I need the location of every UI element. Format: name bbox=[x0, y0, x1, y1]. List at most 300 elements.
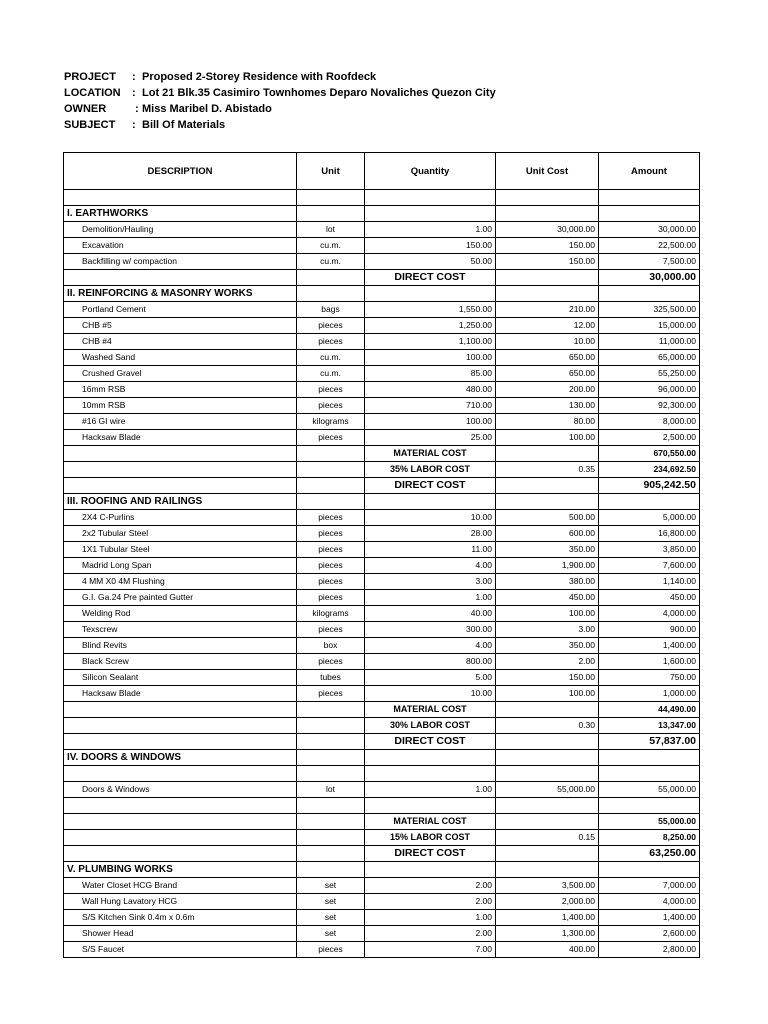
item-unit: pieces bbox=[297, 590, 365, 606]
item-quantity: 2.00 bbox=[365, 926, 496, 942]
item-unit: pieces bbox=[297, 526, 365, 542]
empty-cell bbox=[64, 462, 297, 478]
table-row bbox=[64, 366, 700, 382]
item-quantity: 3.00 bbox=[365, 574, 496, 590]
item-amount: 750.00 bbox=[599, 670, 700, 686]
item-unit-cost: 2.00 bbox=[496, 654, 599, 670]
header-colon: : bbox=[132, 87, 136, 99]
table-row bbox=[64, 590, 700, 606]
item-unit: set bbox=[297, 894, 365, 910]
item-amount: 1,140.00 bbox=[599, 574, 700, 590]
item-unit: set bbox=[297, 926, 365, 942]
table-row bbox=[64, 638, 700, 654]
item-amount: 16,800.00 bbox=[599, 526, 700, 542]
item-amount: 2,800.00 bbox=[599, 942, 700, 958]
item-unit: pieces bbox=[297, 398, 365, 414]
summary-amount: 8,250.00 bbox=[599, 830, 700, 846]
table-row bbox=[64, 686, 700, 702]
item-unit-cost: 10.00 bbox=[496, 334, 599, 350]
item-quantity: 1,250.00 bbox=[365, 318, 496, 334]
section-heading-row bbox=[64, 206, 700, 222]
item-amount: 3,850.00 bbox=[599, 542, 700, 558]
item-quantity: 1.00 bbox=[365, 222, 496, 238]
item-description: Silicon Sealant bbox=[64, 670, 297, 686]
item-amount: 96,000.00 bbox=[599, 382, 700, 398]
item-amount: 1,600.00 bbox=[599, 654, 700, 670]
table-row bbox=[64, 382, 700, 398]
item-amount: 1,400.00 bbox=[599, 638, 700, 654]
item-description: S/S Kitchen Sink 0.4m x 0.6m bbox=[64, 910, 297, 926]
summary-amount: 670,550.00 bbox=[599, 446, 700, 462]
table-row bbox=[64, 558, 700, 574]
table-row bbox=[64, 510, 700, 526]
item-description: Backfilling w/ compaction bbox=[64, 254, 297, 270]
column-header-unit: Unit bbox=[297, 153, 365, 190]
blank-row bbox=[64, 190, 700, 206]
empty-cell bbox=[365, 862, 496, 878]
item-description: 16mm RSB bbox=[64, 382, 297, 398]
item-amount: 2,500.00 bbox=[599, 430, 700, 446]
summary-label: 30% LABOR COST bbox=[365, 718, 496, 734]
empty-cell bbox=[64, 830, 297, 846]
item-unit-cost: 3,500.00 bbox=[496, 878, 599, 894]
table-row bbox=[64, 654, 700, 670]
empty-cell bbox=[297, 190, 365, 206]
item-unit: kilograms bbox=[297, 414, 365, 430]
summary-factor bbox=[496, 446, 599, 462]
item-unit: tubes bbox=[297, 670, 365, 686]
item-unit-cost: 150.00 bbox=[496, 238, 599, 254]
table-row bbox=[64, 526, 700, 542]
header-row-owner bbox=[64, 101, 496, 117]
empty-cell bbox=[365, 766, 496, 782]
item-unit: pieces bbox=[297, 686, 365, 702]
header-key: PROJECT bbox=[64, 71, 116, 83]
item-quantity: 10.00 bbox=[365, 686, 496, 702]
table-row bbox=[64, 398, 700, 414]
empty-cell bbox=[297, 462, 365, 478]
item-unit-cost: 200.00 bbox=[496, 382, 599, 398]
summary-factor bbox=[496, 702, 599, 718]
item-unit-cost: 650.00 bbox=[496, 350, 599, 366]
summary-factor: 0.15 bbox=[496, 830, 599, 846]
item-unit-cost: 80.00 bbox=[496, 414, 599, 430]
item-unit-cost: 650.00 bbox=[496, 366, 599, 382]
item-unit: pieces bbox=[297, 318, 365, 334]
section-heading-row bbox=[64, 750, 700, 766]
item-description: G.I. Ga.24 Pre painted Gutter bbox=[64, 590, 297, 606]
item-unit-cost: 55,000.00 bbox=[496, 782, 599, 798]
empty-cell bbox=[64, 270, 297, 286]
item-unit: pieces bbox=[297, 334, 365, 350]
empty-cell bbox=[297, 734, 365, 750]
blank-row bbox=[64, 766, 700, 782]
item-description: Blind Revits bbox=[64, 638, 297, 654]
item-amount: 7,000.00 bbox=[599, 878, 700, 894]
empty-cell bbox=[297, 702, 365, 718]
item-quantity: 100.00 bbox=[365, 414, 496, 430]
item-amount: 450.00 bbox=[599, 590, 700, 606]
header-key: LOCATION bbox=[64, 87, 121, 99]
item-unit-cost: 350.00 bbox=[496, 638, 599, 654]
item-quantity: 40.00 bbox=[365, 606, 496, 622]
empty-cell bbox=[297, 494, 365, 510]
header-key: SUBJECT bbox=[64, 119, 116, 131]
header-row-project bbox=[64, 69, 496, 85]
table-row bbox=[64, 878, 700, 894]
header-value: Lot 21 Blk.35 Casimiro Townhomes Deparo Novaliches Quezon City bbox=[142, 87, 496, 99]
table-row bbox=[64, 894, 700, 910]
summary-factor bbox=[496, 846, 599, 862]
empty-cell bbox=[297, 446, 365, 462]
empty-cell bbox=[496, 798, 599, 814]
item-description: 2x2 Tubular Steel bbox=[64, 526, 297, 542]
item-unit: pieces bbox=[297, 654, 365, 670]
summary-row bbox=[64, 734, 700, 750]
summary-amount: 57,837.00 bbox=[599, 734, 700, 750]
section-title: I. EARTHWORKS bbox=[64, 206, 297, 222]
item-description: S/S Faucet bbox=[64, 942, 297, 958]
summary-label: MATERIAL COST bbox=[365, 446, 496, 462]
table-row bbox=[64, 926, 700, 942]
item-unit-cost: 150.00 bbox=[496, 254, 599, 270]
column-header-description: DESCRIPTION bbox=[64, 153, 297, 190]
item-description: CHB #4 bbox=[64, 334, 297, 350]
summary-factor bbox=[496, 814, 599, 830]
item-quantity: 2.00 bbox=[365, 878, 496, 894]
item-unit-cost: 100.00 bbox=[496, 430, 599, 446]
item-amount: 30,000.00 bbox=[599, 222, 700, 238]
item-unit: bags bbox=[297, 302, 365, 318]
item-unit-cost: 30,000.00 bbox=[496, 222, 599, 238]
empty-cell bbox=[365, 750, 496, 766]
table-row bbox=[64, 942, 700, 958]
empty-cell bbox=[599, 286, 700, 302]
item-description: Black Screw bbox=[64, 654, 297, 670]
item-description: 2X4 C-Purlins bbox=[64, 510, 297, 526]
item-quantity: 50.00 bbox=[365, 254, 496, 270]
table-row bbox=[64, 430, 700, 446]
item-unit: pieces bbox=[297, 558, 365, 574]
summary-label: 15% LABOR COST bbox=[365, 830, 496, 846]
table-row bbox=[64, 334, 700, 350]
empty-cell bbox=[64, 766, 297, 782]
column-header-amount: Amount bbox=[599, 153, 700, 190]
item-amount: 22,500.00 bbox=[599, 238, 700, 254]
item-amount: 7,500.00 bbox=[599, 254, 700, 270]
item-description: 4 MM X0 4M Flushing bbox=[64, 574, 297, 590]
item-unit: pieces bbox=[297, 542, 365, 558]
item-description: Hacksaw Blade bbox=[64, 686, 297, 702]
table-row bbox=[64, 222, 700, 238]
item-unit: set bbox=[297, 878, 365, 894]
header-row-location bbox=[64, 85, 496, 101]
empty-cell bbox=[64, 478, 297, 494]
item-unit: cu.m. bbox=[297, 350, 365, 366]
item-quantity: 25.00 bbox=[365, 430, 496, 446]
item-unit: set bbox=[297, 910, 365, 926]
empty-cell bbox=[297, 206, 365, 222]
item-unit-cost: 1,300.00 bbox=[496, 926, 599, 942]
summary-label: DIRECT COST bbox=[365, 270, 496, 286]
item-quantity: 480.00 bbox=[365, 382, 496, 398]
summary-row bbox=[64, 830, 700, 846]
item-quantity: 800.00 bbox=[365, 654, 496, 670]
blank-row bbox=[64, 798, 700, 814]
item-unit-cost: 2,000.00 bbox=[496, 894, 599, 910]
empty-cell bbox=[496, 206, 599, 222]
table-row bbox=[64, 670, 700, 686]
item-description: Doors & Windows bbox=[64, 782, 297, 798]
table-row bbox=[64, 782, 700, 798]
summary-factor: 0.35 bbox=[496, 462, 599, 478]
item-description: Hacksaw Blade bbox=[64, 430, 297, 446]
summary-factor bbox=[496, 734, 599, 750]
empty-cell bbox=[599, 798, 700, 814]
empty-cell bbox=[297, 750, 365, 766]
item-quantity: 710.00 bbox=[365, 398, 496, 414]
item-amount: 4,000.00 bbox=[599, 606, 700, 622]
empty-cell bbox=[599, 494, 700, 510]
section-heading-row bbox=[64, 494, 700, 510]
item-unit: pieces bbox=[297, 382, 365, 398]
item-amount: 15,000.00 bbox=[599, 318, 700, 334]
section-heading-row bbox=[64, 286, 700, 302]
empty-cell bbox=[297, 286, 365, 302]
summary-factor bbox=[496, 478, 599, 494]
empty-cell bbox=[496, 190, 599, 206]
item-description: Shower Head bbox=[64, 926, 297, 942]
empty-cell bbox=[599, 190, 700, 206]
item-description: Demolition/Hauling bbox=[64, 222, 297, 238]
item-unit-cost: 150.00 bbox=[496, 670, 599, 686]
empty-cell bbox=[297, 478, 365, 494]
summary-amount: 55,000.00 bbox=[599, 814, 700, 830]
section-title: IV. DOORS & WINDOWS bbox=[64, 750, 297, 766]
empty-cell bbox=[64, 702, 297, 718]
summary-label: 35% LABOR COST bbox=[365, 462, 496, 478]
item-unit: pieces bbox=[297, 574, 365, 590]
header-key: OWNER bbox=[64, 103, 107, 115]
summary-amount: 13,347.00 bbox=[599, 718, 700, 734]
item-unit: cu.m. bbox=[297, 238, 365, 254]
summary-factor bbox=[496, 270, 599, 286]
empty-cell bbox=[297, 718, 365, 734]
item-amount: 92,300.00 bbox=[599, 398, 700, 414]
table-row bbox=[64, 542, 700, 558]
item-unit-cost: 1,400.00 bbox=[496, 910, 599, 926]
table-row bbox=[64, 350, 700, 366]
item-unit-cost: 3.00 bbox=[496, 622, 599, 638]
summary-amount: 63,250.00 bbox=[599, 846, 700, 862]
table-row bbox=[64, 318, 700, 334]
empty-cell bbox=[297, 798, 365, 814]
item-amount: 900.00 bbox=[599, 622, 700, 638]
summary-label: MATERIAL COST bbox=[365, 814, 496, 830]
item-unit-cost: 210.00 bbox=[496, 302, 599, 318]
summary-row bbox=[64, 270, 700, 286]
item-description: CHB #5 bbox=[64, 318, 297, 334]
empty-cell bbox=[64, 814, 297, 830]
table-row bbox=[64, 254, 700, 270]
item-description: Madrid Long Span bbox=[64, 558, 297, 574]
item-quantity: 100.00 bbox=[365, 350, 496, 366]
empty-cell bbox=[599, 766, 700, 782]
section-title: III. ROOFING AND RAILINGS bbox=[64, 494, 297, 510]
empty-cell bbox=[297, 814, 365, 830]
item-description: 10mm RSB bbox=[64, 398, 297, 414]
empty-cell bbox=[64, 798, 297, 814]
item-description: Texscrew bbox=[64, 622, 297, 638]
item-quantity: 1.00 bbox=[365, 590, 496, 606]
summary-row bbox=[64, 446, 700, 462]
summary-amount: 30,000.00 bbox=[599, 270, 700, 286]
summary-row bbox=[64, 702, 700, 718]
item-quantity: 1,100.00 bbox=[365, 334, 496, 350]
item-unit-cost: 350.00 bbox=[496, 542, 599, 558]
empty-cell bbox=[365, 190, 496, 206]
item-quantity: 5.00 bbox=[365, 670, 496, 686]
bill-of-materials-table bbox=[63, 152, 700, 958]
item-quantity: 10.00 bbox=[365, 510, 496, 526]
item-unit: cu.m. bbox=[297, 366, 365, 382]
header-colon: : bbox=[132, 103, 139, 115]
table-row bbox=[64, 622, 700, 638]
item-unit: pieces bbox=[297, 942, 365, 958]
table-row bbox=[64, 238, 700, 254]
item-description: Washed Sand bbox=[64, 350, 297, 366]
item-unit: pieces bbox=[297, 622, 365, 638]
item-description: Welding Rod bbox=[64, 606, 297, 622]
summary-label: DIRECT COST bbox=[365, 478, 496, 494]
item-quantity: 150.00 bbox=[365, 238, 496, 254]
item-description: Crushed Gravel bbox=[64, 366, 297, 382]
empty-cell bbox=[496, 286, 599, 302]
column-header-quantity: Quantity bbox=[365, 153, 496, 190]
item-description: Excavation bbox=[64, 238, 297, 254]
section-title: II. REINFORCING & MASONRY WORKS bbox=[64, 286, 297, 302]
summary-row bbox=[64, 462, 700, 478]
header-colon: : bbox=[132, 71, 136, 83]
item-unit-cost: 600.00 bbox=[496, 526, 599, 542]
empty-cell bbox=[599, 750, 700, 766]
section-title: V. PLUMBING WORKS bbox=[64, 862, 297, 878]
item-unit: lot bbox=[297, 222, 365, 238]
item-quantity: 7.00 bbox=[365, 942, 496, 958]
document-header bbox=[64, 69, 496, 133]
empty-cell bbox=[297, 766, 365, 782]
empty-cell bbox=[365, 206, 496, 222]
empty-cell bbox=[64, 190, 297, 206]
item-description: Wall Hung Lavatory HCG bbox=[64, 894, 297, 910]
summary-label: DIRECT COST bbox=[365, 846, 496, 862]
summary-row bbox=[64, 718, 700, 734]
item-quantity: 28.00 bbox=[365, 526, 496, 542]
item-amount: 55,000.00 bbox=[599, 782, 700, 798]
empty-cell bbox=[496, 494, 599, 510]
item-amount: 2,600.00 bbox=[599, 926, 700, 942]
item-quantity: 1,550.00 bbox=[365, 302, 496, 318]
item-description: Portland Cement bbox=[64, 302, 297, 318]
summary-row bbox=[64, 478, 700, 494]
empty-cell bbox=[64, 446, 297, 462]
item-unit: pieces bbox=[297, 430, 365, 446]
item-amount: 1,400.00 bbox=[599, 910, 700, 926]
item-description: Water Closet HCG Brand bbox=[64, 878, 297, 894]
empty-cell bbox=[365, 494, 496, 510]
summary-amount: 234,692.50 bbox=[599, 462, 700, 478]
empty-cell bbox=[297, 846, 365, 862]
item-quantity: 300.00 bbox=[365, 622, 496, 638]
item-amount: 4,000.00 bbox=[599, 894, 700, 910]
empty-cell bbox=[496, 766, 599, 782]
summary-row bbox=[64, 846, 700, 862]
item-amount: 1,000.00 bbox=[599, 686, 700, 702]
empty-cell bbox=[64, 734, 297, 750]
item-unit-cost: 400.00 bbox=[496, 942, 599, 958]
item-amount: 325,500.00 bbox=[599, 302, 700, 318]
summary-amount: 44,490.00 bbox=[599, 702, 700, 718]
summary-label: DIRECT COST bbox=[365, 734, 496, 750]
header-value: Proposed 2-Storey Residence with Roofdeck bbox=[142, 71, 377, 83]
item-unit-cost: 500.00 bbox=[496, 510, 599, 526]
empty-cell bbox=[297, 862, 365, 878]
empty-cell bbox=[64, 846, 297, 862]
item-amount: 5,000.00 bbox=[599, 510, 700, 526]
summary-label: MATERIAL COST bbox=[365, 702, 496, 718]
item-unit-cost: 100.00 bbox=[496, 606, 599, 622]
item-description: #16 GI wire bbox=[64, 414, 297, 430]
empty-cell bbox=[496, 862, 599, 878]
item-amount: 7,600.00 bbox=[599, 558, 700, 574]
table-row bbox=[64, 606, 700, 622]
item-quantity: 11.00 bbox=[365, 542, 496, 558]
item-amount: 11,000.00 bbox=[599, 334, 700, 350]
header-value: Miss Maribel D. Abistado bbox=[142, 103, 272, 115]
item-quantity: 85.00 bbox=[365, 366, 496, 382]
item-unit-cost: 1,900.00 bbox=[496, 558, 599, 574]
item-unit: lot bbox=[297, 782, 365, 798]
table-header-row bbox=[64, 153, 700, 190]
item-unit: box bbox=[297, 638, 365, 654]
summary-row bbox=[64, 814, 700, 830]
table-row bbox=[64, 302, 700, 318]
header-row-subject bbox=[64, 117, 496, 133]
item-amount: 55,250.00 bbox=[599, 366, 700, 382]
item-quantity: 4.00 bbox=[365, 558, 496, 574]
item-unit: cu.m. bbox=[297, 254, 365, 270]
header-colon: : bbox=[132, 119, 136, 131]
summary-factor: 0.30 bbox=[496, 718, 599, 734]
table-row bbox=[64, 574, 700, 590]
item-amount: 8,000.00 bbox=[599, 414, 700, 430]
item-unit: pieces bbox=[297, 510, 365, 526]
empty-cell bbox=[599, 862, 700, 878]
header-value: Bill Of Materials bbox=[142, 119, 226, 131]
item-description: 1X1 Tubular Steel bbox=[64, 542, 297, 558]
item-unit: kilograms bbox=[297, 606, 365, 622]
item-unit-cost: 380.00 bbox=[496, 574, 599, 590]
empty-cell bbox=[297, 270, 365, 286]
empty-cell bbox=[64, 718, 297, 734]
empty-cell bbox=[365, 286, 496, 302]
item-unit-cost: 130.00 bbox=[496, 398, 599, 414]
summary-amount: 905,242.50 bbox=[599, 478, 700, 494]
item-quantity: 1.00 bbox=[365, 782, 496, 798]
empty-cell bbox=[297, 830, 365, 846]
empty-cell bbox=[599, 206, 700, 222]
item-quantity: 4.00 bbox=[365, 638, 496, 654]
